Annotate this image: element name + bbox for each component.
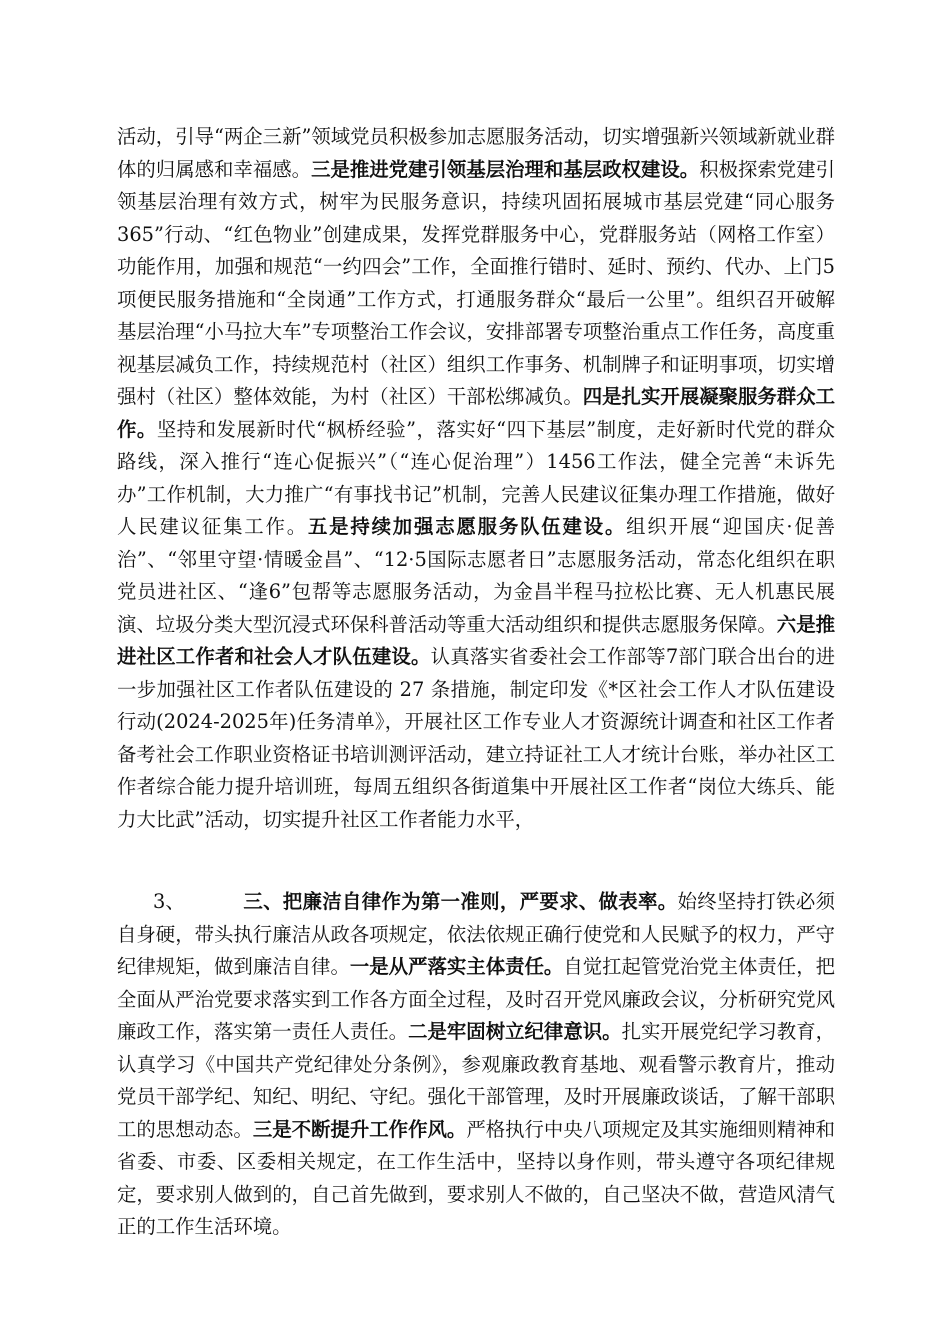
p2-section-heading: 三、把廉洁自律作为第一准则，严要求、做表率。 bbox=[243, 890, 678, 913]
p1-segment: 坚持和发展新时代“枫桥经验”，落实好“四下基层”制度，走好新时代党的群众路线，深入推行“连心促振兴”（“连心促治理”）1456工作法，健全完善“未诉先办”工作机制，大力推广“有事找书记”机制，完善人民建议征集办理工作措施，做好人民建议征集工作。 bbox=[117, 417, 835, 538]
p2-segment: 始终坚持打铁必须自身硬，带头执行廉洁从政各项规定，依法依规正确行使党和人民赋予的权力，严守纪律规矩，做到廉洁自律。 bbox=[117, 890, 836, 978]
p2-heading-2: 二是牢固树立纪律意识。 bbox=[408, 1020, 622, 1043]
p2-heading-3: 三是不断提升工作作风。 bbox=[252, 1117, 467, 1141]
p1-heading-5: 五是持续加强志愿服务队伍建设。 bbox=[307, 515, 627, 538]
p2-segment: 扎实开展党纪学习教育，认真学习《中国共产党纪律处分条例》，参观廉政教育基地、观看警示教育片，推动党员干部学纪、知纪、明纪、守纪。强化干部管理，及时开展廉政谈话，了解干部职工的思想动态。 bbox=[117, 1020, 836, 1141]
p1-segment: 组织开展“迎国庆·促善治”、“邻里守望·情暖金昌”、“12·5国际志愿者日”志愿服务活动，常态化组织在职党员进社区、“逢6”包帮等志愿服务活动，为金昌半程马拉松比赛、无人机惠民展演、垃圾分类大型沉浸式环保科普活动等重大活动组织和提供志愿服务保障。 bbox=[117, 515, 836, 636]
section-number: 3、 bbox=[153, 890, 185, 913]
paragraph-2 bbox=[117, 886, 835, 1244]
p2-segment: 自觉扛起管党治党主体责任，把全面从严治党要求落实到工作各方面全过程，及时召开党风廉政会议，分析研究党风廉政工作，落实第一责任人责任。 bbox=[117, 955, 836, 1043]
p1-heading-6: 六是推进社区工作者和社会人才队伍建设。 bbox=[117, 612, 835, 668]
p1-heading-4: 四是扎实开展凝聚服务群众工作。 bbox=[117, 385, 836, 441]
p1-heading-3: 三是推进党建引领基层治理和基层政权建设。 bbox=[311, 157, 700, 181]
p1-segment: 认真落实省委社会工作部等7部门联合出台的进一步加强社区工作者队伍建设的 27 条措施，制定印发《*区社会工作人才队伍建设行动(2024-2025年)任务清单》，开展社区工作专业人才资源统计调查和社区工作者备考社会工作职业资格证书培训测评活动，建立持证社工人才统计台账，举办社区工作者综合能力提升培训班，每周五组织各街道集中开展社区工作者“岗位大练兵、能力大比武”活动，切实提升社区工作者能力水平， bbox=[117, 645, 835, 831]
paragraph-1 bbox=[117, 121, 835, 836]
p1-segment: 活动，引导“两企三新”领域党员积极参加志愿服务活动，切实增强新兴领域新就业群体的归属感和幸福感。 bbox=[117, 125, 835, 181]
p2-segment: 严格执行中央八项规定及其实施细则精神和省委、市委、区委相关规定，在工作生活中，坚持以身作则，带头遵守各项纪律规定，要求别人做到的，自己首先做到，要求别人不做的，自己坚决不做，营造风清气正的工作生活环境。 bbox=[117, 1117, 836, 1238]
p2-heading-1: 一是从严落实主体责任。 bbox=[349, 955, 564, 978]
p1-segment: 积极探索党建引领基层治理有效方式，树牢为民服务意识，持续巩固拓展城市基层党建“同心服务365”行动、“红色物业”创建成果，发挥党群服务中心，党群服务站（网格工作室）功能作用，加强和规范“一约四会”工作，全面推行错时、延时、预约、代办、上门5项便民服务措施和“全岗通”工作方式，打通服务群众“最后一公里”。组织召开破解基层治理“小马拉大车”专项整治工作会议，安排部署专项整治重点工作任务，高度重视基层减负工作，持续规范村（社区）组织工作事务、机制牌子和证明事项，切实增强村（社区）整体效能，为村（社区）干部松绑减负。 bbox=[117, 157, 836, 408]
